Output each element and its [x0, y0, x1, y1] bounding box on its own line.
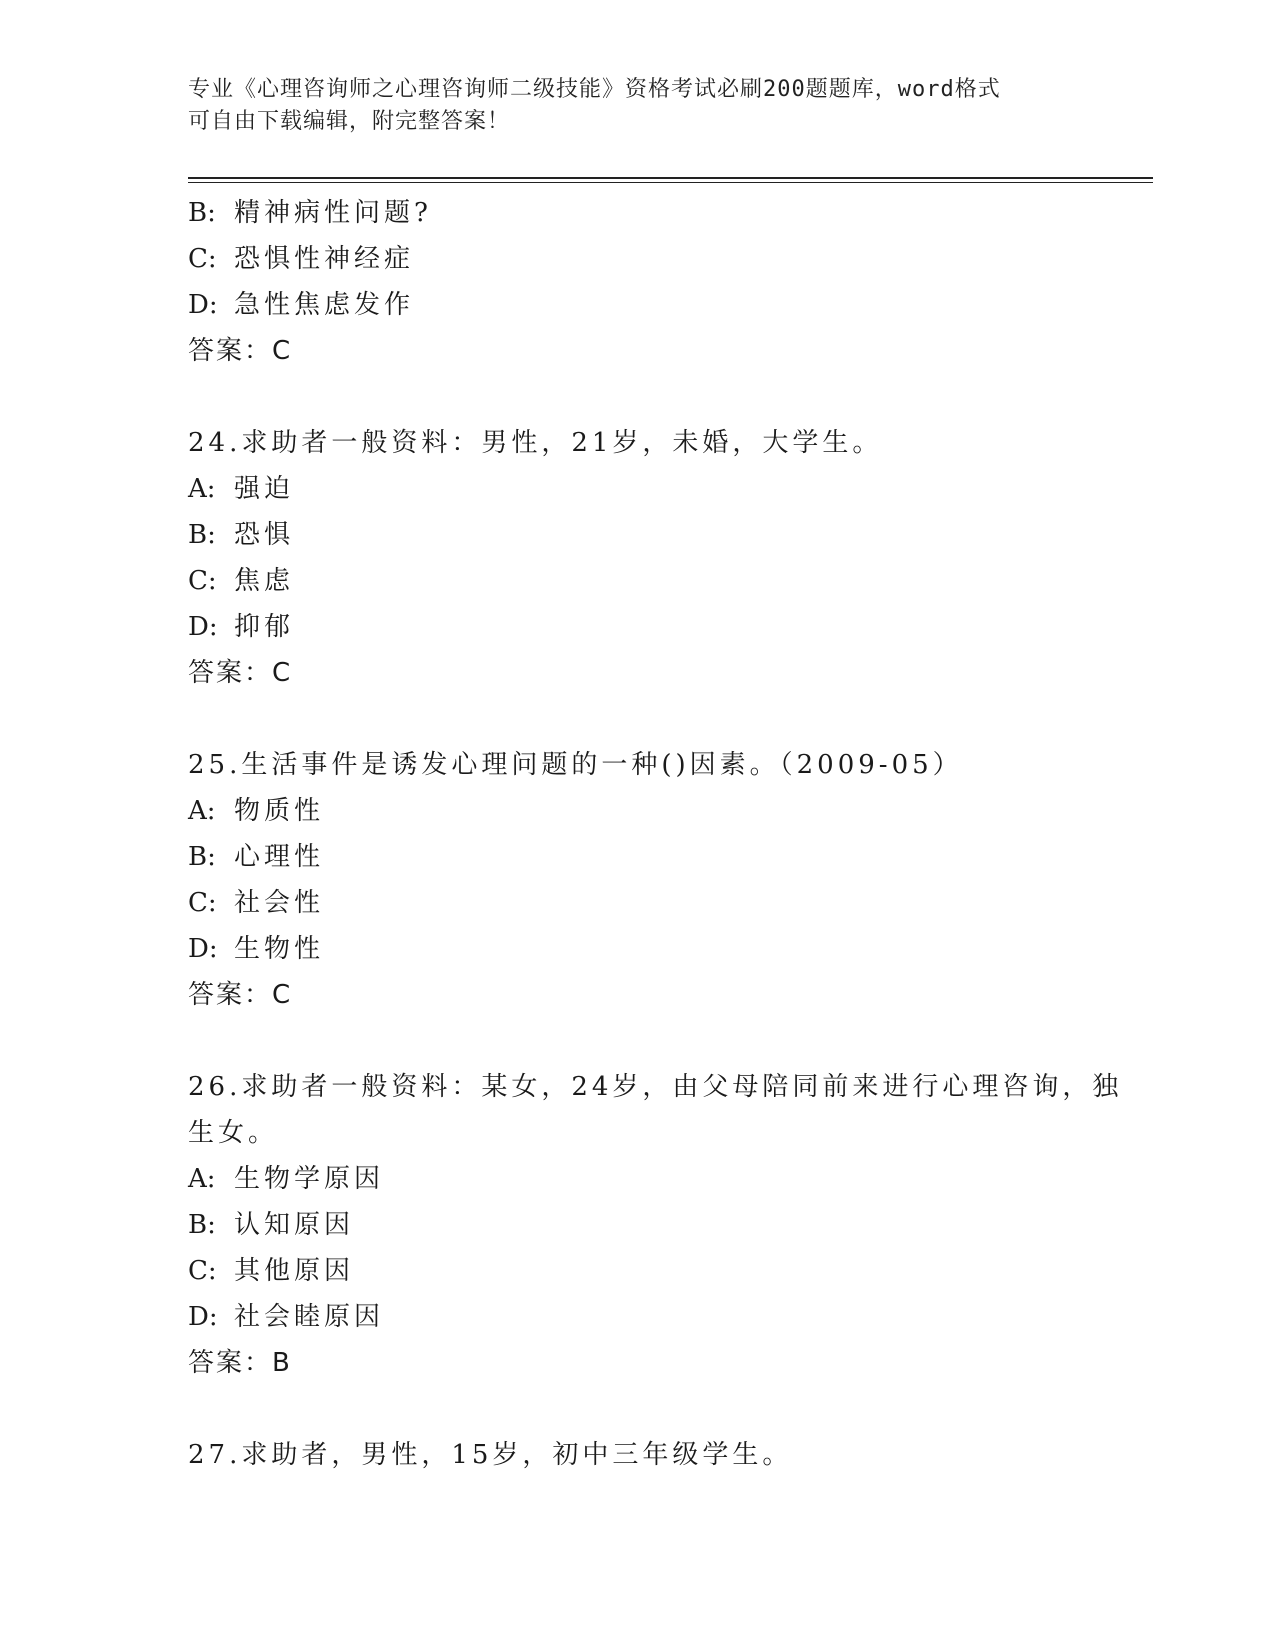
- answer-line: 答案：B: [188, 1348, 292, 1378]
- option-label: A:: [188, 796, 216, 826]
- option-c: [188, 880, 1088, 926]
- option-label: D:: [188, 290, 218, 320]
- option-d: [188, 604, 1088, 650]
- option-d: [188, 282, 1088, 328]
- option-text: 认知原因: [234, 1210, 355, 1240]
- option-d: [188, 1294, 1088, 1340]
- header-divider-thin: [188, 182, 1153, 183]
- option-text: 急性焦虑发作: [234, 290, 415, 320]
- question-block-24: [188, 420, 1088, 696]
- option-text: 生物性: [234, 934, 325, 964]
- option-c: [188, 558, 1088, 604]
- header-line-1: 专业《心理咨询师之心理咨询师二级技能》资格考试必刷200题题库，word格式: [188, 77, 1001, 102]
- option-c: [188, 1248, 1088, 1294]
- option-label: B:: [188, 520, 216, 550]
- option-text: 其他原因: [234, 1256, 355, 1286]
- document-header: [188, 74, 1088, 138]
- option-text: 社会性: [234, 888, 325, 918]
- option-label: D:: [188, 1302, 218, 1332]
- option-label: A:: [188, 474, 216, 504]
- option-text: 社会睦原因: [234, 1302, 385, 1332]
- option-text: 精神病性问题?: [234, 198, 432, 228]
- option-text: 焦虑: [234, 566, 295, 596]
- option-text: 抑郁: [234, 612, 295, 642]
- option-label: C:: [188, 566, 217, 596]
- header-line-2: 可自由下载编辑，附完整答案！: [188, 109, 511, 134]
- question-stem: 27.求助者，男性，15岁，初中三年级学生。: [188, 1440, 793, 1470]
- question-stem: 24.求助者一般资料：男性，21岁，未婚，大学生。: [188, 428, 883, 458]
- option-label: B:: [188, 1210, 216, 1240]
- question-block-prev: [188, 190, 1088, 374]
- option-label: C:: [188, 244, 217, 274]
- question-stem: 25.生活事件是诱发心理问题的一种()因素。（2009-05）: [188, 750, 963, 780]
- option-label: A:: [188, 1164, 216, 1194]
- option-text: 恐惧: [234, 520, 295, 550]
- header-divider-thick: [188, 177, 1153, 179]
- option-b: [188, 190, 1088, 236]
- answer-line: 答案：C: [188, 980, 293, 1010]
- option-text: 生物学原因: [234, 1164, 385, 1194]
- option-b: [188, 1202, 1088, 1248]
- option-b: [188, 834, 1088, 880]
- question-stem-line-1: 26.求助者一般资料：某女，24岁，由父母陪同前来进行心理咨询，独: [188, 1072, 1123, 1102]
- question-block-27: [188, 1432, 1088, 1478]
- option-a: [188, 466, 1088, 512]
- question-stem-line-2: 生女。: [188, 1118, 279, 1148]
- option-label: D:: [188, 612, 218, 642]
- option-text: 心理性: [234, 842, 325, 872]
- option-label: D:: [188, 934, 218, 964]
- option-label: C:: [188, 1256, 217, 1286]
- option-a: [188, 1156, 1088, 1202]
- option-text: 物质性: [234, 796, 325, 826]
- option-b: [188, 512, 1088, 558]
- answer-line: 答案：C: [188, 336, 293, 366]
- option-text: 恐惧性神经症: [234, 244, 415, 274]
- option-a: [188, 788, 1088, 834]
- option-label: B:: [188, 842, 216, 872]
- option-text: 强迫: [234, 474, 295, 504]
- option-d: [188, 926, 1088, 972]
- answer-line: 答案：C: [188, 658, 293, 688]
- question-block-25: [188, 742, 1088, 1018]
- option-label: C:: [188, 888, 217, 918]
- option-c: [188, 236, 1088, 282]
- question-list: [188, 190, 1123, 1478]
- option-label: B:: [188, 198, 216, 228]
- question-block-26: [188, 1064, 1123, 1386]
